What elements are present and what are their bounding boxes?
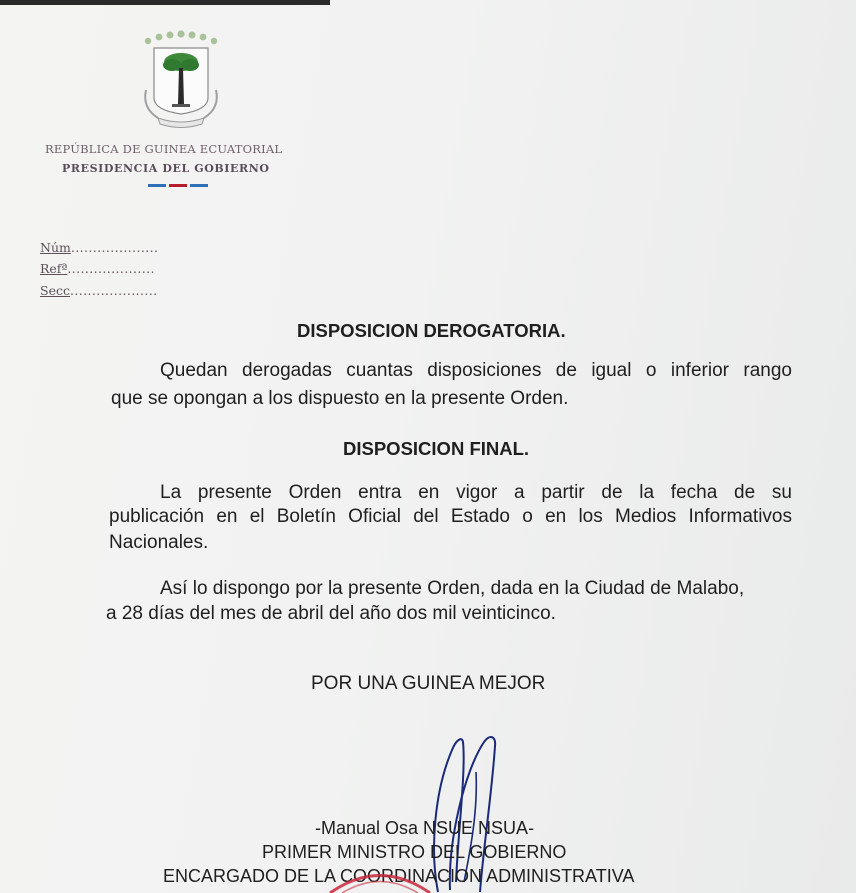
ref-dots: .................... [67, 261, 155, 276]
num-label: Núm [40, 240, 71, 255]
final-title: DISPOSICION FINAL. [343, 438, 530, 459]
flag-color-dashes [148, 184, 218, 188]
secc-dots: .................... [69, 283, 158, 298]
signatory-title-1: PRIMER MINISTRO DEL GOBIERNO [262, 842, 567, 862]
official-stamp-partial [320, 868, 440, 893]
num-field [40, 240, 158, 255]
final-line3: Nacionales. [109, 532, 209, 553]
secc-label: Secc [40, 283, 70, 298]
signatory-title-2: ENCARGADO DE LA COORDINACION ADMINISTRATIVA [163, 866, 635, 886]
signatory-name: -Manual Osa NSUE NSUA- [315, 818, 535, 838]
republic-heading: REPÚBLICA DE GUINEA ECUATORIAL [45, 142, 283, 156]
derogatory-line2: que se opongan a los dispuesto en la presente Orden. [111, 388, 569, 409]
ref-field [40, 261, 155, 276]
given-line2: a 28 días del mes de abril del año dos mil veinticinco. [106, 603, 556, 624]
derogatory-line1: Quedan derogadas cuantas disposiciones de igual o inferior rango [160, 360, 792, 381]
secc-field [40, 283, 157, 298]
page-top-edge [0, 0, 330, 5]
final-line1: La presente Orden entra en vigor a partir de la fecha de su [160, 482, 792, 503]
derogatory-title: DISPOSICION DEROGATORIA. [297, 320, 566, 341]
coat-of-arms-emblem [136, 30, 226, 132]
num-dots: .................... [70, 240, 159, 255]
motto: POR UNA GUINEA MEJOR [311, 673, 546, 694]
final-line2: publicación en el Boletín Oficial del Estado o en los Medios Informativos [109, 506, 792, 527]
given-line1: Así lo dispongo por la presente Orden, dada en la Ciudad de Malabo, [160, 578, 745, 599]
ref-label: Refª [40, 261, 68, 276]
presidency-heading: PRESIDENCIA DEL GOBIERNO [62, 162, 270, 175]
